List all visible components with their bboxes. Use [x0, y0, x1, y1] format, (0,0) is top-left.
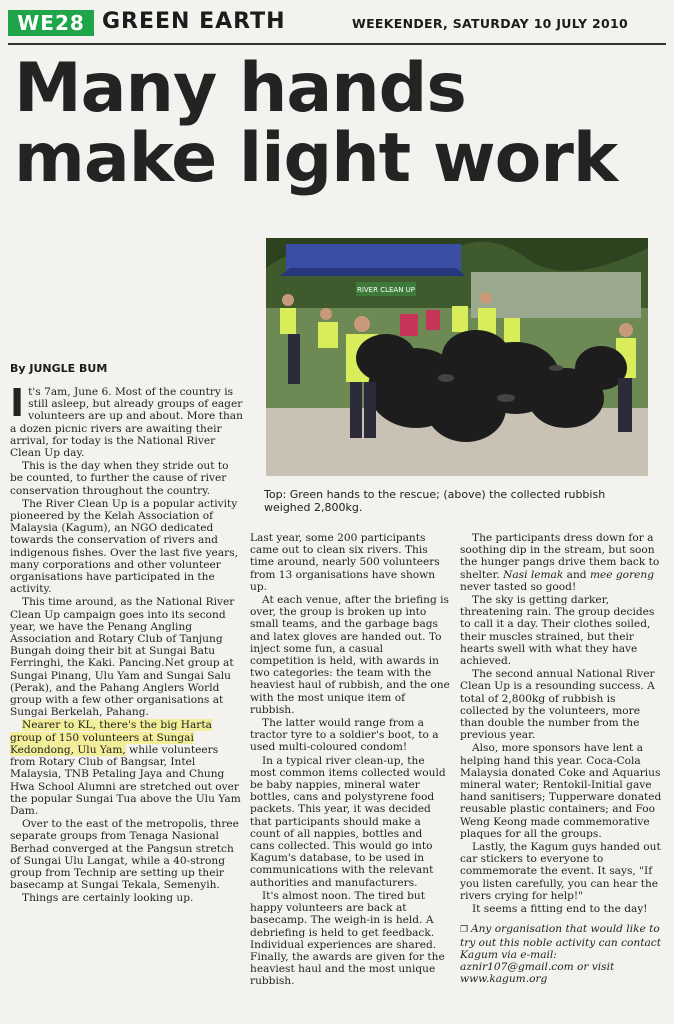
byline: By JUNGLE BUM [10, 362, 108, 375]
paragraph [10, 719, 244, 817]
paragraph: Lastly, the Kagum guys handed out car stickers to everyone to commemorate the event. It says, "If you listen carefully, you can hear the rivers crying for help!" [460, 841, 661, 902]
section-title: GREEN EARTH [102, 9, 286, 34]
paragraph: The sky is getting darker, threatening rain. The group decides to call it a day. Their clothes soiled, their muscles strained, but their hearts swell with what they have achieved. [460, 594, 655, 668]
column-1 [10, 381, 244, 906]
drop-cap: I [10, 381, 25, 425]
page-header [0, 0, 674, 46]
paragraph: The second annual National River Clean Up is a resounding success. A total of 2,800kg of rubbish is collected by the volunteers, more than double the number from the previous year. [460, 668, 655, 742]
column-2 [250, 532, 450, 989]
headline: Many hands make light work [14, 49, 618, 198]
contact-note-text[interactable]: Any organisation that would like to try out this noble activity can contact Kagum via e-mail: aznir107@gmail.com or visit www.kagum.org [460, 923, 661, 986]
article-photo [266, 238, 648, 476]
paragraph: It seems a fitting end to the day! [472, 903, 648, 916]
column-3 [460, 532, 666, 986]
contact-note [460, 923, 666, 985]
highlighted-text: Nearer to KL, there's the big Harta group of 150 volunteers at Sungai Kedondong, Ulu Yam, [10, 719, 212, 756]
paragraph: Last year, some 200 participants came out to clean six rivers. This time around, nearly 500 volunteers from 13 organisations have shown up. [250, 532, 440, 593]
photo-caption: Top: Green hands to the rescue; (above) the collected rubbish weighed 2,800kg. [264, 488, 606, 514]
dateline: WEEKENDER, SATURDAY 10 JULY 2010 [352, 16, 629, 31]
paragraph-text: and [563, 568, 590, 581]
paragraph: Over to the east of the metropolis, three separate groups from Tenaga Nasional Berhad converged at the Pangsun stretch of Sungai Ulu Langat, while a 40-strong group from Technip are setting up their basecamp at Sungai Tekala, Semenyih. [10, 818, 239, 892]
paragraph [460, 532, 666, 593]
checkbox-bullet-icon: ❐ [460, 925, 471, 936]
paragraph: This time around, as the National River Clean Up campaign goes into its second year, we have the Penang Angling Association and Rotary Club of Tanjung Bungah doing their bit at Sungai Batu Ferringhi, the Kaki. Pancing.Net group at Sungai Pinang, Ulu Yam and Sungai Salu (Perak), and the Pahang Anglers World group with a few other organisations at Sungai Berkelah, Pahang. [10, 596, 235, 719]
paragraph-text: while volunteers from Rotary Club of Bangsar, Intel Malaysia, TNB Petaling Jaya and Chung Hwa School Alumni are stretched out over the popular Sungai Tua above the Ulu Yam Dam. [10, 743, 241, 817]
paragraph-text: t's 7am, June 6. Most of the country is still asleep, but already groups of eager volunteers are up and about. More than a dozen picnic rivers are awaiting their arrival, for today is the National River Clean Up day. [10, 386, 243, 460]
paragraph: The latter would range from a tractor tyre to a soldier's boot, to a used multi-coloured condom! [250, 717, 439, 754]
header-rule [8, 43, 666, 45]
paragraph: Also, more sponsors have lent a helping hand this year. Coca-Cola Malaysia donated Coke and Aquarius mineral water; Rentokil-Initial gave hand sanitisers; Tupperware donated reusable plastic containers; and Foo Weng Keong made commemorative plaques for all the groups. [460, 742, 662, 840]
section-logo: WE28 [8, 10, 94, 36]
photo-banner-text: RIVER CLEAN UP [356, 286, 416, 294]
volunteers-photo-image [266, 238, 648, 476]
food-name: mee goreng [589, 568, 655, 581]
paragraph [10, 381, 244, 460]
paragraph: This is the day when they stride out to be counted, to further the cause of river conservation throughout the country. [10, 460, 229, 497]
paragraph: The River Clean Up is a popular activity pioneered by the Kelah Association of Malaysia (Kagum), an NGO dedicated towards the conservation of rivers and indigenous fishes. Over the last five years, many corporations and other volunteer organisations have participated in the activity. [10, 497, 239, 596]
paragraph-text: The participants dress down for a soothing dip in the stream, but soon the hunger pangs drive them back to shelter. [460, 532, 660, 581]
paragraph-text: never tasted so good! [460, 580, 577, 593]
paragraph: It's almost noon. The tired but happy volunteers are back at basecamp. The weigh-in is held. A debriefing is held to get feedback. Individual experiences are shared. Finally, the awards are given for the heaviest haul and the most unique rubbish. [250, 889, 445, 988]
paragraph: Things are certainly looking up. [22, 892, 194, 905]
paragraph: At each venue, after the briefing is over, the group is broken up into small teams, and the garbage bags and latex gloves are handed out. To inject some fun, a casual competition is held, with awards in two categories: the team with the heaviest haul of rubbish, and the one with the most unique item of rubbish. [250, 594, 450, 716]
food-name: Nasi lemak [503, 568, 564, 581]
paragraph: In a typical river clean-up, the most common items collected would be baby nappies, mineral water bottles, cans and polystyrene food packets. This year, it was decided that participants should make a count of all nappies, bottles and cans collected. This would go into Kagum's database, to be used in communications with the relevant authorities and manufacturers. [250, 754, 446, 889]
